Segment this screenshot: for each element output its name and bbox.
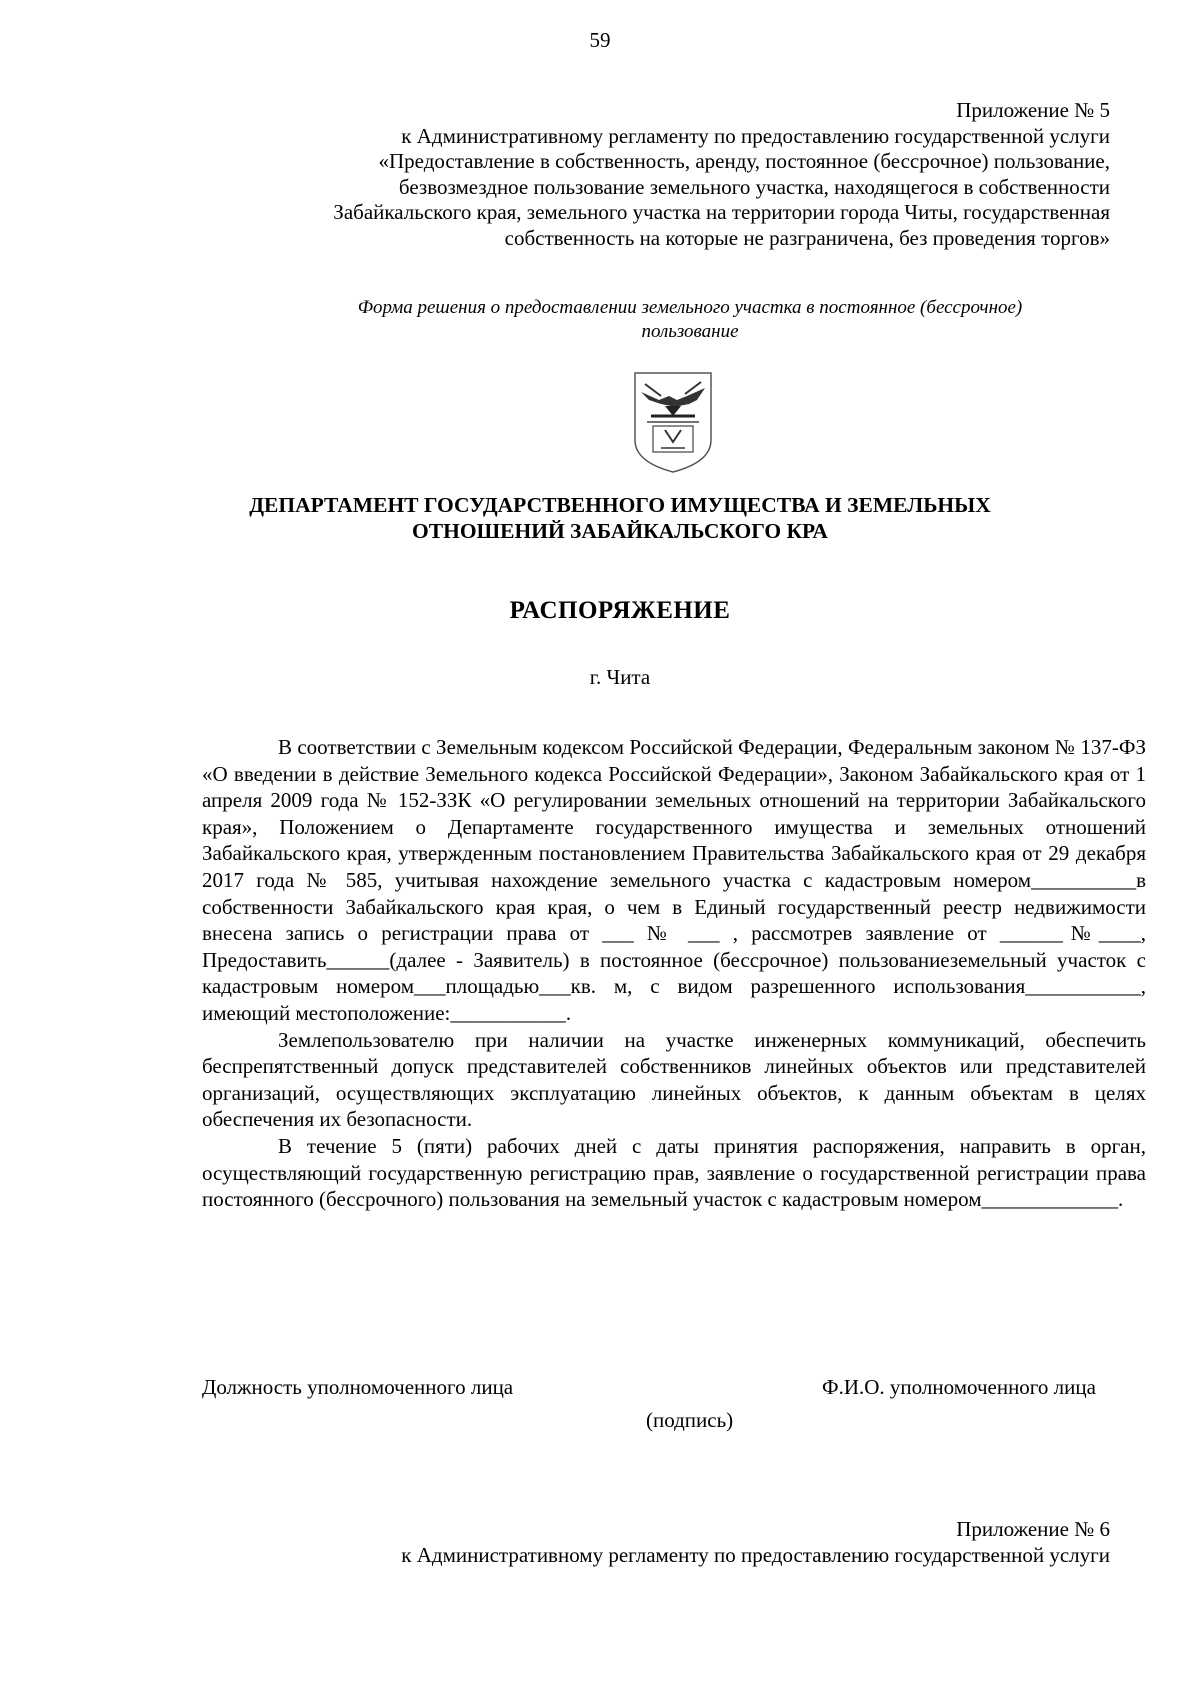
appendix-5-line: «Предоставление в собственность, аренду, постоянное (бессрочное) пользование, <box>378 149 1110 174</box>
department-name-line: ДЕПАРТАМЕНТ ГОСУДАРСТВЕННОГО ИМУЩЕСТВА И ЗЕМЕЛЬНЫХ <box>249 493 991 517</box>
signature-name-label: Ф.И.О. уполномоченного лица <box>822 1375 1096 1399</box>
appendix-6-line: к Административному регламенту по предоставлению государственной услуги <box>401 1542 1110 1567</box>
body-paragraph: В течение 5 (пяти) рабочих дней с даты принятия распоряжения, направить в орган, осуществляющий государственную регистрацию прав, заявление о государственной регистрации права постоянного (бессрочного) пользования на земельный участок с кадастровым номером_____________. <box>202 1133 1146 1212</box>
appendix-5-line: Забайкальского края, земельного участка на территории города Читы, государственная <box>333 200 1110 225</box>
department-name-line: ОТНОШЕНИЙ ЗАБАЙКАЛЬСКОГО КРА <box>412 519 828 543</box>
form-title-line: пользование <box>641 321 739 342</box>
appendix-5-header <box>230 98 1110 252</box>
body-paragraph: В соответствии с Земельным кодексом Российской Федерации, Федеральным законом № 137-ФЗ «О введении в действие Земельного кодекса Российской Федерации», Законом Забайкальского края от 1 апреля 2009 года № 152-ЗЗК «О регулировании земельных отношений на территории Забайкальского края», Положением о Департаменте государственного имущества и земельных отношений Забайкальского края, утвержденным постановлением Правительства Забайкальского края от 29 декабря 2017 года № 585, учитывая нахождение земельного участка с кадастровым номером__________в собственности Забайкальского края края, о чем в Единый государственный реестр недвижимости внесена запись о регистрации права от ___ № ___ , рассмотрев заявление от ______№____, Предоставить______(далее - Заявитель) в постоянное (бессрочное) пользованиеземельный участок с кадастровым номером___площадью___кв. м, с видом разрешенного использования___________, имеющий местоположение:___________. <box>202 735 1146 1025</box>
signature-label: (подпись) <box>646 1408 734 1432</box>
appendix-5-line: безвозмездное пользование земельного участка, находящегося в собственности <box>398 174 1110 199</box>
appendix-6-header <box>230 1517 1110 1568</box>
page-number: 59 <box>589 28 611 52</box>
document-body <box>202 734 1146 1213</box>
appendix-5-title: Приложение № 5 <box>956 98 1110 122</box>
zabaikalsky-krai-coat-of-arms-icon <box>631 370 715 475</box>
appendix-5-line: собственность на которые не разграничена, без проведения торгов» <box>504 225 1110 250</box>
body-paragraph: Землепользователю при наличии на участке инженерных коммуникаций, обеспечить беспрепятственный допуск представителей собственников линейных объектов или представителей организаций, осуществляющих эксплуатацию линейных объектов, к данным объектам в целях обеспечения их безопасности. <box>202 1027 1146 1132</box>
signature-position-label: Должность уполномоченного лица <box>202 1375 514 1399</box>
appendix-5-line: к Административному регламенту по предоставлению государственной услуги <box>401 123 1110 148</box>
department-name <box>180 492 1060 544</box>
city-line: г. Чита <box>589 665 651 689</box>
form-title-line: Форма решения о предоставлении земельного участка в постоянное (бессрочное) <box>357 297 1023 318</box>
appendix-6-title: Приложение № 6 <box>956 1517 1110 1541</box>
form-title <box>290 296 1090 344</box>
document-title: РАСПОРЯЖЕНИЕ <box>509 597 731 624</box>
